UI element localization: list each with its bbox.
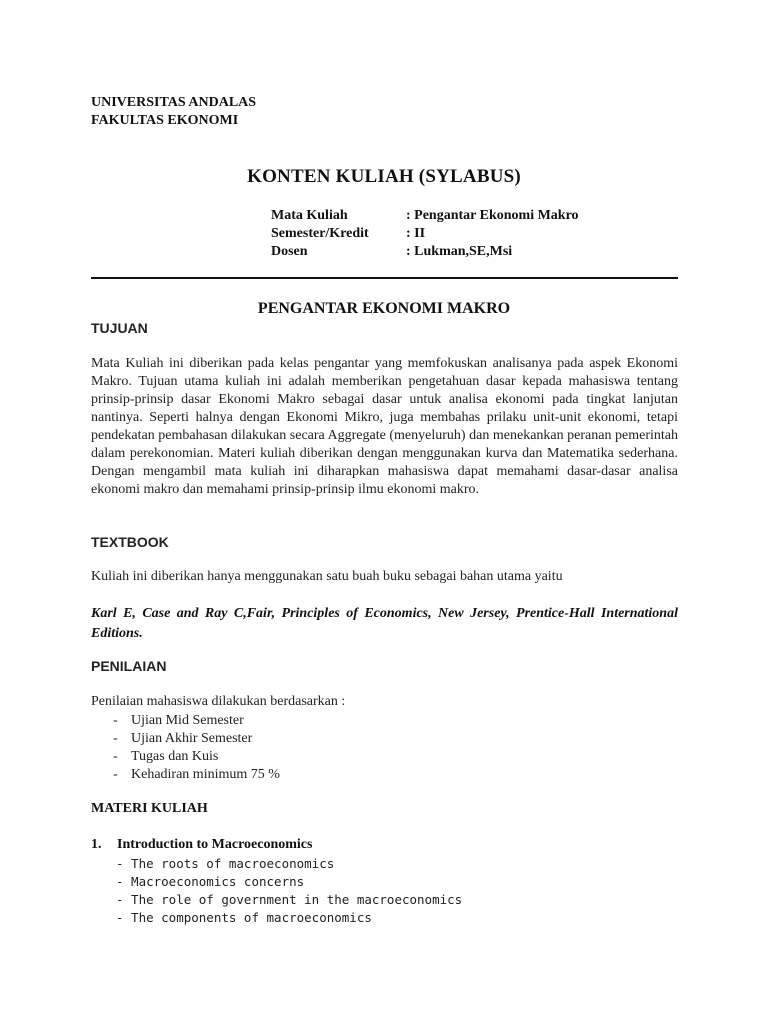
- list-item: [91, 712, 280, 730]
- penilaian-list: [91, 712, 280, 784]
- list-item-text: Kehadiran minimum 75 %: [131, 767, 280, 782]
- dash-marker: -: [113, 749, 118, 764]
- materi-subtopics: [116, 855, 462, 927]
- materi-item-1: [91, 837, 312, 853]
- meta-label: Dosen: [271, 244, 308, 259]
- list-item: [91, 766, 280, 784]
- materi-heading: MATERI KULIAH: [91, 801, 208, 816]
- dash-marker: -: [113, 767, 118, 782]
- textbook-reference: Karl E, Case and Ray C,Fair, Principles of Economics, New Jersey, Prentice-Hall International Editions.: [91, 606, 678, 641]
- tujuan-paragraph: Mata Kuliah ini diberikan pada kelas pengantar yang memfokuskan analisanya pada aspek Ekonomi Makro. Tujuan utama kuliah ini adalah memberikan pengetahuan dasar kepada mahasiswa tentang prinsip-prinsip dasar Ekonomi Makro sebagai dasar untuk analisa ekonomi pada tingkat lanjutan nantinya. Seperti halnya dengan Ekonomi Mikro, juga membahas prilaku unit-unit ekonomi, tetapi pendekatan pembahasan dilakukan secara Aggregate (menyeluruh) dan menekankan peranan pemerintah dalam perekonomian. Materi kuliah diberikan dengan menggunakan kurva dan Matematika sederhana. Dengan mengambil mata kuliah ini diharapkan mahasiswa dapat memahami dasar-dasar analisa ekonomi makro dan memahami prinsip-prinsip ilmu ekonomi makro.: [91, 356, 678, 497]
- materi-item-title: Introduction to Macroeconomics: [117, 837, 313, 852]
- tujuan-heading: TUJUAN: [91, 320, 148, 336]
- penilaian-intro: Penilaian mahasiswa dilakukan berdasarkan :: [91, 694, 346, 709]
- penilaian-heading: PENILAIAN: [91, 658, 167, 674]
- meta-label: Mata Kuliah: [271, 208, 348, 223]
- university-name: UNIVERSITAS ANDALAS: [91, 95, 257, 110]
- meta-value: : II: [406, 226, 426, 241]
- document-title: KONTEN KULIAH (SYLABUS): [247, 166, 521, 187]
- meta-value: : Lukman,SE,Msi: [406, 244, 513, 259]
- faculty-name: FAKULTAS EKONOMI: [91, 113, 239, 128]
- meta-value: : Pengantar Ekonomi Makro: [406, 208, 579, 223]
- list-item: - The roots of macroeconomics: [116, 856, 335, 871]
- course-title: PENGANTAR EKONOMI MAKRO: [257, 300, 511, 317]
- list-item: - The role of government in the macroeconomics: [116, 892, 463, 907]
- materi-item-number: 1.: [91, 837, 102, 852]
- list-item: - The components of macroeconomics: [116, 910, 372, 925]
- list-item-text: Ujian Mid Semester: [131, 713, 244, 728]
- list-item-text: Tugas dan Kuis: [131, 749, 219, 764]
- horizontal-rule: [91, 277, 678, 279]
- list-item-text: Ujian Akhir Semester: [131, 731, 253, 746]
- textbook-intro: Kuliah ini diberikan hanya menggunakan satu buah buku sebagai bahan utama yaitu: [91, 569, 563, 584]
- textbook-heading: TEXTBOOK: [91, 534, 169, 550]
- dash-marker: -: [113, 731, 118, 746]
- list-item: [91, 748, 280, 766]
- list-item: [91, 730, 280, 748]
- dash-marker: -: [113, 713, 118, 728]
- meta-label: Semester/Kredit: [271, 226, 369, 241]
- list-item: - Macroeconomics concerns: [116, 874, 305, 889]
